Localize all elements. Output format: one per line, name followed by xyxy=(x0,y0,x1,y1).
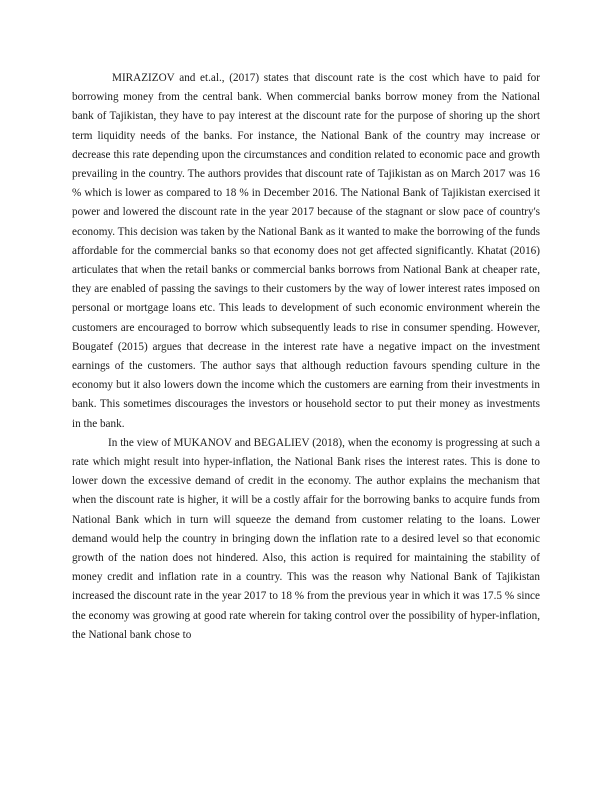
paragraph-interest-rate-mukanov: In the view of MUKANOV and BEGALIEV (2018), when the economy is progressing at such a rate which might result into hyper-inflation, the National Bank rises the interest rates. This is done to lower down the excessive demand of credit in the economy. The author explains the mechanism that when the discount rate is higher, it will be a costly affair for the borrowing banks to acquire funds from National Bank which in turn will squeeze the demand from customer relating to the loans. Lower demand would help the country in bringing down the inflation rate to a desired level so that economic growth of the nation does not hindered. Also, this action is required for maintaining the stability of money credit and inflation rate in a country. This was the reason why National Bank of Tajikistan increased the discount rate in the year 2017 to 18 % from the previous year in which it was 17.5 % since the economy was growing at good rate wherein for taking control over the possibility of hyper-inflation, the National bank chose to xyxy=(72,436,540,641)
paragraph-discount-rate-mirazizov: MIRAZIZOV and et.al., (2017) states that discount rate is the cost which have to paid for borrowing money from the central bank. When commercial banks borrow money from the National bank of Tajikistan, they have to pay interest at the discount rate for the purpose of shoring up the short term liquidity needs of the banks. For instance, the National Bank of the country may increase or decrease this rate depending upon the circumstances and condition related to economic pace and growth prevailing in the country. The authors provides that discount rate of Tajikistan as on March 2017 was 16 % which is lower as compared to 18 % in December 2016. The National Bank of Tajikistan exercised it power and lowered the discount rate in the year 2017 because of the stagnant or slow pace of country's economy. This decision was taken by the National Bank as it wanted to make the borrowing of the funds affordable for the commercial banks so that economy does not get affected significantly. Khatat (2016) articulates that when the retail banks or commercial banks borrows from National Bank at cheaper rate, they are enabled of passing the savings to their customers by the way of lower interest rates imposed on personal or mortgage loans etc. This leads to development of such economic environment wherein the customers are encouraged to borrow which subsequently leads to rise in consumer spending. However, Bougatef (2015) argues that decrease in the interest rate have a negative impact on the investment earnings of the customers. The author says that although reduction favours spending culture in the economy but it also lowers down the income which the customers are earning from their investments in bank. This sometimes discourages the investors or household sector to put their money as investments in the bank. xyxy=(72,72,540,430)
document-body xyxy=(72,69,540,645)
